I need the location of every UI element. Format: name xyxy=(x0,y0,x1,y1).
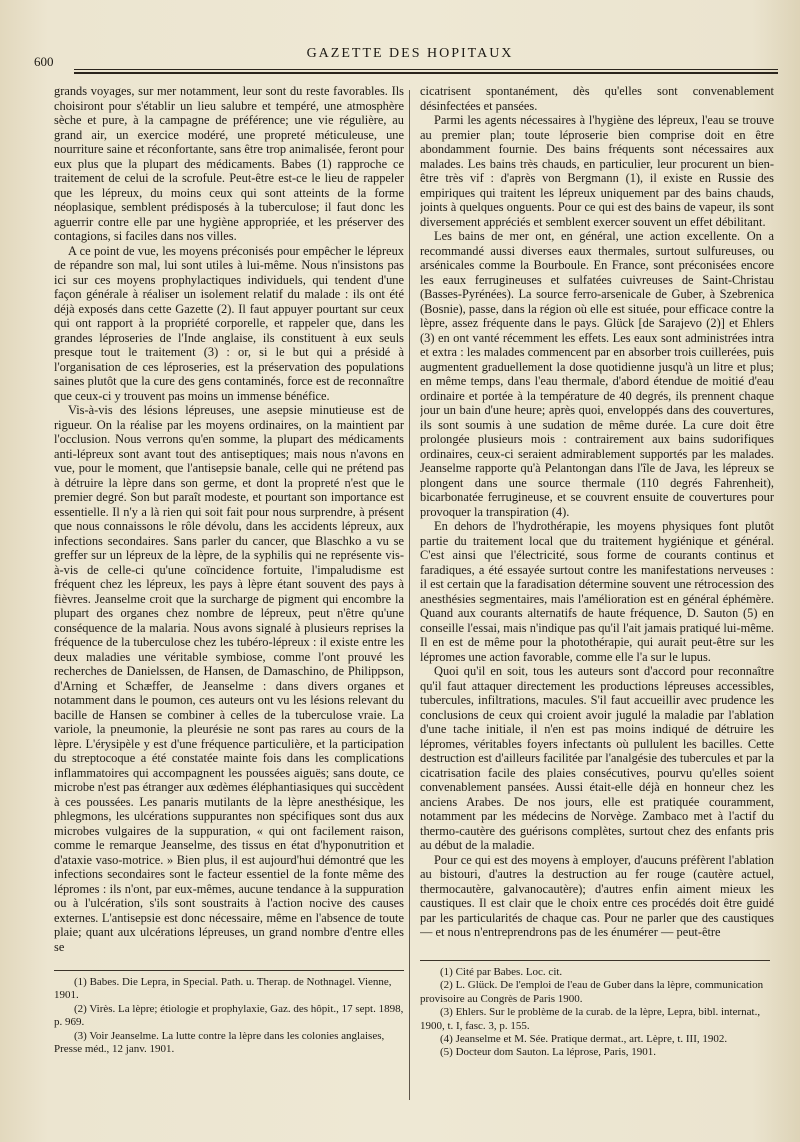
header-rule xyxy=(74,69,778,70)
left-footnotes xyxy=(54,976,404,1056)
paragraph: En dehors de l'hydrothérapie, les moyens physiques font plutôt partie du traitement local que du traitement hygiénique et général. C'est ainsi que l'électricité, sous forme de courants continus et faradiques, a été essayée surtout contre les manifestations nerveuses : il est certain que la faradisation détermine souvent une rétrocession des anesthésies segmentaires, mais l'amélioration est en général éphémère. Quand aux courants alternatifs de haute fréquence, D. Sauton (5) en conseille l'essai, mais n'indique pas qu'il l'ait jamais pratiqué lui-même. Il en est de même pour la photothérapie, qui aurait peut-être sur les lépromes une action favorable, comme elle l'a sur le lupus. xyxy=(420,519,774,664)
paragraph: Vis-à-vis des lésions lépreuses, une asepsie minutieuse est de rigueur. On la réalise par les moyens ordinaires, on la maintient par l'occlusion. Nous verrons qu'en somme, la plupart des médicaments anti-lépreux sont avant tout des antiseptiques; mais nous n'avons en vue, pour le moment, que l'antisepsie banale, celle qui ne prétend pas à détruire la lèpre dans son germe, et dont la propreté n'est que le premier degré. Son but paraît modeste, et pourtant son importance est essentielle. Il n'y a là rien qui soit fait pour nous surprendre, à présent que nous connaissons le rôle dévolu, dans les accidents lépreux, aux infections secondaires. Sans parler du cancer, que Blaschko a vu se greffer sur un lépreux de la lèpre, de la syphilis qui ne représente vis-à-vis de celle-ci qu'une coïncidence fortuite, l'impaludisme est fréquent chez les lépreux, les pays à lèpre étant souvent des pays à fièvres. Jeanselme croit que la surcharge de pigment qui encombre la plupart des organes chez nombre de lépreux, peut n'être qu'une conséquence de la malaria. Nous avons signalé à plusieurs reprises la fréquence de la tuberculose chez les tubéro-lépreux : il existe entre les deux maladies une véritable symbiose, comme l'ont prouvé les recherches de Danielssen, de Hansen, de Damaschino, de Philippson, d'Arning et Schæffer, de Jeanselme : dans divers organes et notamment dans le poumon, ces auteurs ont vu les lésions relevant du bacille de Hansen se combiner à celles de la tuberculose vraie. La variole, la pneumonie, la pleurésie ne sont pas rares au cours de la lèpre. L'érysipèle y est d'une fréquence particulière, et la participation du streptocoque a été constatée mainte fois dans les complications inflammatoires qui accompagnent les poussées aiguës; sans doute, ce microbe n'est pas étranger aux œdèmes éléphantiasiques qui succèdent à ces poussées. Les panaris mutilants de la lèpre anesthésique, les phlegmons, les ulcérations suppurantes non spécifiques sont dus aux microbes vulgaires de la suppuration, « qui ont facilement raison, comme le remarque Jeanselme, des tissus en état d'hyponutrition et d'ataxie vaso-motrice. » Bien plus, il est aujourd'hui démontré que les infections secondaires sont le facteur essentiel de la fonte même des lépromes : ils n'ont, par eux-mêmes, aucune tendance à la suppuration ou à l'ulcération, s'ils sont soustraits à l'action nocive des causes externes. L'antisepsie est donc nécessaire, même en l'absence de toute plaie; quant aux ulcérations lépreuses, un grand nombre d'entre elles se xyxy=(54,403,404,954)
header-rule-thick xyxy=(74,72,778,74)
right-column xyxy=(420,84,774,1059)
left-column xyxy=(54,84,404,1056)
right-footnotes xyxy=(420,966,774,1060)
paragraph: Pour ce qui est des moyens à employer, d'aucuns préfèrent l'ablation au bistouri, d'autres la destruction au fer rouge (cautère actuel, thermocautère, galvanocautère); d'autres enfin aiment mieux les caustiques. Il est clair que le choix entre ces procédés doit être guidé par les particularités de chaque cas. Pour ne parler que des caustiques — et nous n'entreprendrons pas de les énumérer — peut-être xyxy=(420,852,774,939)
footnote: (3) Voir Jeanselme. La lutte contre la lèpre dans les colonies anglaises, Presse méd., 12 janv. 1901. xyxy=(54,1029,385,1056)
paragraph: cicatrisent spontanément, dès qu'elles sont convenablement désinfectées et pansées. xyxy=(420,84,774,113)
footnote: (2) L. Glück. De l'emploi de l'eau de Guber dans la lèpre, communication provisoire au Congrès de Paris 1900. xyxy=(420,979,764,1005)
footnote-rule xyxy=(54,970,404,971)
footnote: (2) Virès. La lèpre; étiologie et prophylaxie, Gaz. des hôpit., 17 sept. 1898, p. 969. xyxy=(54,1002,404,1029)
paragraph: A ce point de vue, les moyens préconisés pour empêcher le lépreux de répandre son mal, lui sont utiles à lui-même. Nous n'insistons pas ici sur ces moyens prophylactiques individuels, qui tendent d'une façon générale à réaliser un isolement relatif du malade : ils ont été déjà exposés dans cette Gazette (2). Il faut appuyer pourtant sur ceux qui ont rapport à la propriété corporelle, et rappeler que, dans les grandes léproseries de l'Inde anglaise, ils constituent à eux seuls presque tout le traitement (3) : or, si le but qui a présidé à l'organisation de ces léproseries, est la préservation des populations saines plutôt que la cure des gens contaminés, force est de reconnaître que ceux-ci y trouvent pas moins un immense bénéfice. xyxy=(54,243,404,403)
footnote: (5) Docteur dom Sauton. La léprose, Paris, 1901. xyxy=(440,1046,656,1059)
paragraph: Quoi qu'il en soit, tous les auteurs sont d'accord pour reconnaître qu'il faut attaquer directement les productions lépreuses accessibles, tubercules, infiltrations, macules. S'il faut accueillir avec prudence les conclusions de ceux qui croient avoir jugulé la maladie par l'ablation d'une tache initiale, il n'en est pas moins indiqué de détruire les lépromes, véritables foyers infectants où pullulent les bacilles. Cette destruction est d'ailleurs facilitée par l'analgésie des tubercules et par la cicatrisation facile des plaies consécutives, pourvu qu'elles soient convenablement pansées. Aussi était-elle déjà en honneur chez les anciens Arabes. De nos jours, elle est pratiquée couramment, notamment par les médecins de Norvège. Zambaco met à l'actif du thermo-cautère des guérisons complètes, surtout chez des enfants pris au début de la maladie. xyxy=(420,664,774,852)
right-column-text xyxy=(420,84,774,954)
page-header xyxy=(34,44,786,74)
footnote: (1) Babes. Die Lepra, in Special. Path. u. Therap. de Nothnagel. Vienne, 1901. xyxy=(54,976,392,1002)
footnote-rule xyxy=(420,960,770,961)
footnote: (4) Jeanselme et M. Sée. Pratique dermat., art. Lèpre, t. III, 1902. xyxy=(440,1033,728,1046)
page-number: 600 xyxy=(34,54,54,69)
paragraph: grands voyages, sur mer notamment, leur sont du reste favorables. Ils choisiront pour s'établir un lieu salubre et tempéré, une atmosphère sèche et pure, à la campagne de préférence; une vie régulière, au grand air, un exercice modéré, une propreté méticuleuse, une nourriture saine et réconfortante, sans être trop animalisée, feront pour eux plus que la plupart des médicaments. Babes (1) rapproche ce traitement de celui de la scrofule. Peut-être est-ce le lieu de rappeler que les lépreux, du moins ceux qui sont atteints de la forme néoplasique, semblent prédisposés à la tuberculose; il faut donc les aguerrir contre elle par une hygiène appropriée, et les préserver des contagions, si faciles dans nos villes. xyxy=(54,84,404,243)
footnote: (3) Ehlers. Sur le problème de la curab. de la lèpre, Lepra, bibl. internat., 1900, t. I, fasc. 3, p. 155. xyxy=(420,1006,761,1032)
left-column-text xyxy=(54,84,404,964)
paragraph: Les bains de mer ont, en général, une action excellente. On a recommandé aussi diverses eaux thermales, surtout sulfureuses, ou arsénicales comme la Bourboule. En France, sont préconisées encore les eaux ferrugineuses et sulfatées cuivreuses de Saint-Christau (Basses-Pyrénées). La source ferro-arsenicale de Guber, à Szebrenica (Bosnie), passe, dans la région où elle est située, pour efficace contre la lèpre, assez fréquente dans le pays. Glück [de Sarajevo (2)] et Ehlers (3) en ont vanté récemment les effets. Les eaux sont administrées intra et extra : les malades commencent par en absorber trois cuillerées, puis augmentent graduellement la dose quotidienne jusqu'à un litre et plus; en même temps, dans l'eau thermale, d'abord étendue de moitié d'eau ordinaire et portée à la température de 40 degrés, ils prennent chaque jour un bain d'une heure; après quoi, enveloppés dans des couvertures, ils sont soumis à une sudation de même durée. La cure doit être prolongée plusieurs mois : contrairement aux bains sudorifiques ordinaires, ceux-ci seraient admirablement supportés par les malades. Jeanselme rapporte qu'à Pelantongan dans l'île de Java, les lépreux se plongent dans une source thermale (110 degrés Fahrenheit), bicarbonatée ferrugineuse, et se couvrent ensuite de couvertures pour provoquer la transpiration (4). xyxy=(420,229,774,519)
paragraph: Parmi les agents nécessaires à l'hygiène des lépreux, l'eau se trouve au premier plan; toute léproserie bien comprise doit en être abondamment fournie. Des bains fréquents sont nécessaires aux malades. Les bains très chauds, en particulier, leur procurent un bien-être très vif : d'après von Bergmann (1), il existe en Russie des empiriques qui traitent les lépreux uniquement par des bains chauds, joints à quelques onguents. Pour ce qui est des bains de vapeur, ils sont diversement appréciés et semblent exercer souvent un effet débilitant. xyxy=(420,113,774,229)
column-divider xyxy=(409,90,410,1100)
journal-title: GAZETTE DES HOPITAUX xyxy=(306,46,514,61)
footnote: (1) Cité par Babes. Loc. cit. xyxy=(440,966,563,978)
